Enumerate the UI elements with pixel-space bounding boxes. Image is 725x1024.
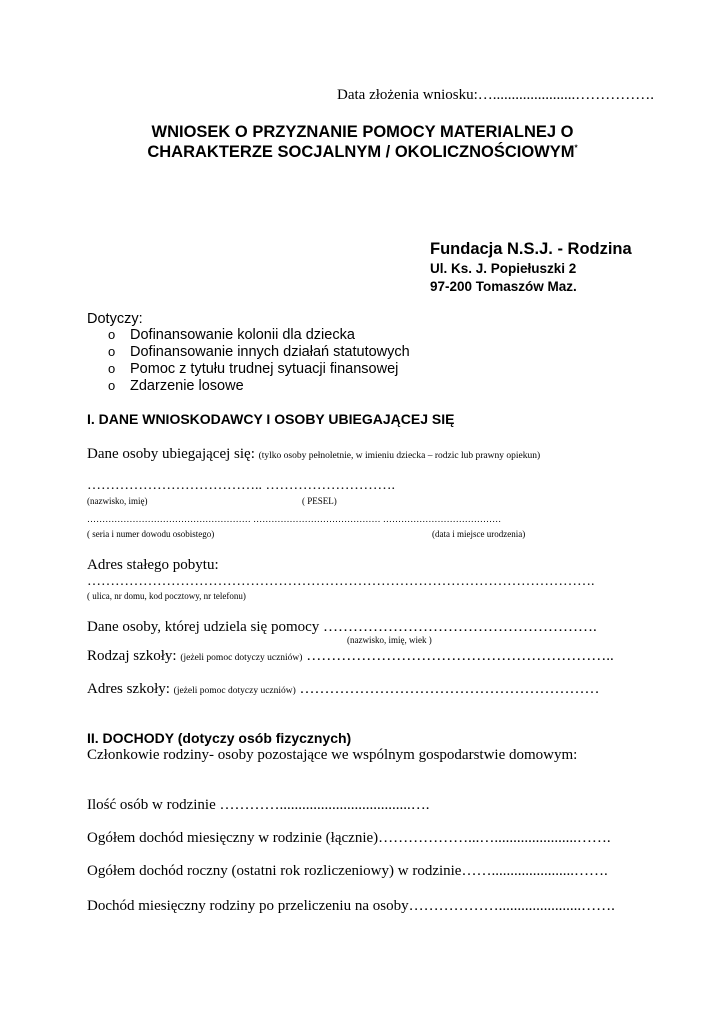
option-statutory-activities[interactable]: [108, 344, 410, 360]
form-title-line-2: [0, 143, 725, 162]
school-type-label: Rodzaj szkoły:: [87, 648, 177, 664]
household-description: Członkowie rodziny- osoby pozostające we wspólnym gospodarstwie domowym:: [87, 747, 578, 763]
form-title-line-1: WNIOSEK O PRZYZNANIE POMOCY MATERIALNEJ O: [151, 123, 574, 141]
option-label: Dofinansowanie innych działań statutowych: [130, 344, 410, 360]
id-document-hint: ( seria i numer dowodu osobistego): [87, 529, 215, 539]
section-1-heading: I. DANE WNIOSKODAWCY I OSOBY UBIEGAJĄCEJ SIĘ: [87, 411, 455, 427]
organization-name: Fundacja N.S.J. - Rodzina: [430, 240, 632, 258]
name-pesel-field[interactable]: ……………………………….. ……………………….: [87, 478, 395, 493]
id-and-birth-field[interactable]: ……………………………………………… …………………………………… …………………………………: [87, 514, 502, 524]
monthly-income-label: Ogółem dochód miesięczny w rodzinie (łącznie): [87, 830, 379, 846]
school-address-hint: (jeżeli pomoc dotyczy uczniów): [173, 686, 296, 696]
per-person-income-row: [87, 898, 615, 915]
option-financial-hardship[interactable]: [108, 361, 398, 377]
aid-person-field[interactable]: ……………………………………………….: [323, 619, 597, 635]
form-title-line-2-text: CHARAKTERZE SOCJALNYM / OKOLICZNOŚCIOWYM: [147, 143, 575, 161]
persons-field[interactable]: …………...................................….: [219, 797, 430, 813]
beneficiary-label: [87, 446, 540, 463]
organization-street: Ul. Ks. J. Popiełuszki 2: [430, 261, 577, 276]
address-field[interactable]: ……………………………………………………………………………………………….: [87, 574, 595, 589]
option-label: Pomoc z tytułu trudnej sytuacji finansowej: [130, 361, 399, 377]
persons-row: [87, 797, 429, 814]
option-bullet-icon[interactable]: o: [108, 378, 116, 393]
yearly-income-field[interactable]: ……......................…….: [461, 863, 608, 879]
address-label: Adres stałego pobytu:: [87, 557, 219, 573]
yearly-income-row: [87, 863, 608, 880]
option-label: Dofinansowanie kolonii dla dziecka: [130, 327, 355, 343]
school-address-label: Adres szkoły:: [87, 681, 170, 697]
monthly-income-field[interactable]: ………………...…......................…….: [378, 830, 611, 846]
aid-person-label: Dane osoby, której udziela się pomocy: [87, 619, 320, 635]
per-person-income-label: Dochód miesięczny rodziny po przeliczeniu na osoby: [87, 898, 409, 914]
option-label: Zdarzenie losowe: [130, 378, 244, 394]
school-type-hint: (jeżeli pomoc dotyczy uczniów): [180, 653, 303, 663]
monthly-income-row: [87, 830, 611, 847]
persons-label: Ilość osób w rodzinie: [87, 797, 216, 813]
pesel-hint: ( PESEL): [302, 496, 337, 506]
name-hint: (nazwisko, imię): [87, 496, 148, 506]
beneficiary-hint: (tylko osoby pełnoletnie, w imieniu dziecka – rodzic lub prawny opiekun): [258, 451, 541, 461]
organization-city: 97-200 Tomaszów Maz.: [430, 279, 577, 294]
option-colony-funding[interactable]: [108, 327, 355, 343]
submission-date-field[interactable]: Data złożenia wniosku:…......................…………….: [337, 87, 655, 103]
school-type-row: [87, 648, 614, 665]
aid-person-row: [87, 619, 597, 636]
per-person-income-field[interactable]: ………………......................…….: [408, 898, 615, 914]
beneficiary-label-text: Dane osoby ubiegającej się:: [87, 446, 255, 462]
footnote-mark: *: [574, 143, 578, 153]
address-hint: ( ulica, nr domu, kod pocztowy, nr telefonu): [87, 591, 246, 601]
yearly-income-label: Ogółem dochód roczny (ostatni rok rozliczeniowy) w rodzinie: [87, 863, 462, 879]
option-random-event[interactable]: [108, 378, 244, 394]
option-bullet-icon[interactable]: o: [108, 344, 116, 359]
concerns-label: Dotyczy:: [87, 311, 143, 327]
aid-person-hint: (nazwisko, imię, wiek ): [347, 635, 432, 645]
school-address-row: [87, 681, 600, 698]
option-bullet-icon[interactable]: o: [108, 327, 116, 342]
birth-hint: (data i miejsce urodzenia): [432, 529, 526, 539]
school-type-field[interactable]: ……………………………………………………..: [306, 648, 614, 664]
option-bullet-icon[interactable]: o: [108, 361, 116, 376]
school-address-field[interactable]: ……………………………………………………: [299, 681, 600, 697]
section-2-heading: II. DOCHODY (dotyczy osób fizycznych): [87, 730, 352, 746]
